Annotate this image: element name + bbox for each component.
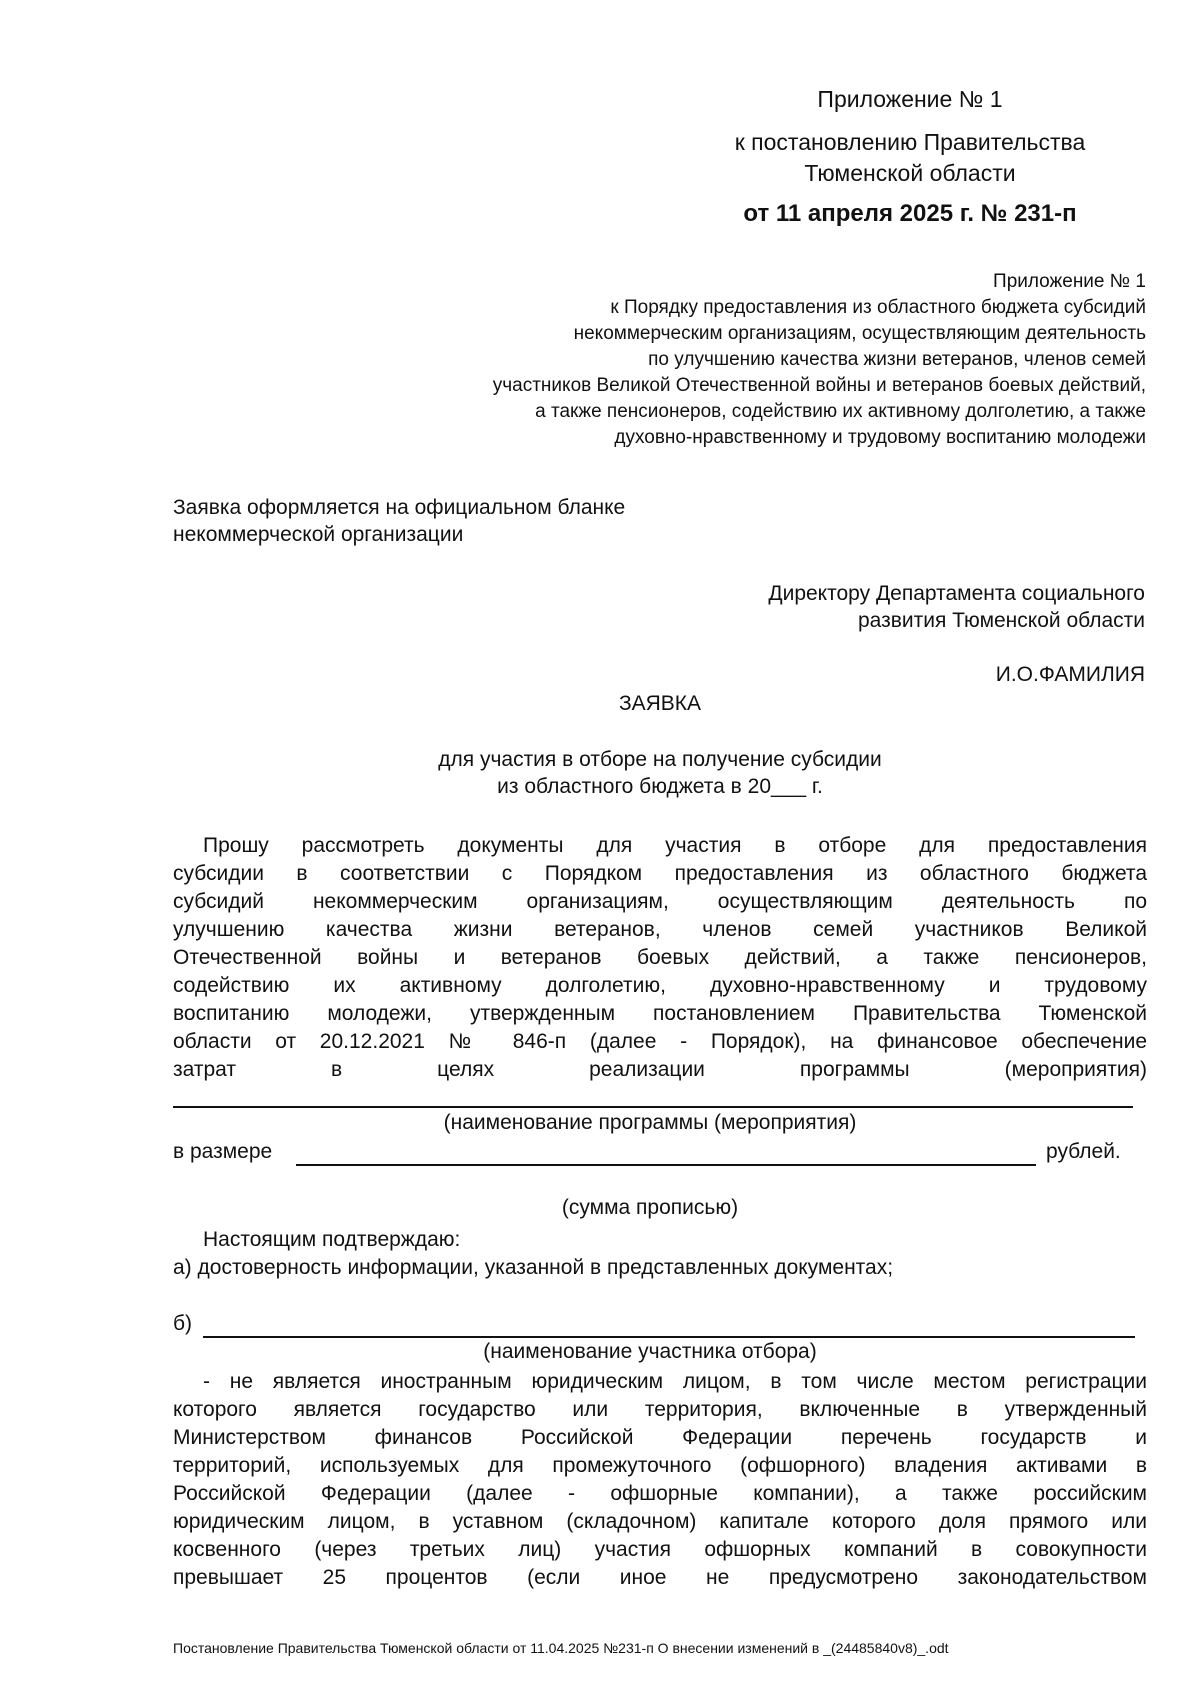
sub-header-line: к Порядку предоставления из областного бюджета субсидий [610,297,1146,318]
blank-note-line1: Заявка оформляется на официальном бланке [173,496,626,519]
document-title: ЗАЯВКА [618,692,702,715]
header-resolution-date: от 11 апреля 2025 г. № 231-п [743,200,1077,227]
paragraph-line: Министерством финансов Российской Федерации перечень государств и [173,1426,1147,1449]
paragraph-line: которого является государство или территория, включенные в утвержденный [173,1398,1147,1421]
addressee-name: И.О.ФАМИЛИЯ [995,663,1145,686]
paragraph-line: области от 20.12.2021 № 846-п (далее - Порядок), на финансовое обеспечение [173,1030,1147,1053]
paragraph-line: косвенного (через третьих лиц) участия офшорных компаний в совокупности [173,1538,1147,1561]
paragraph-line: субсидии в соответствии с Порядком предоставления из областного бюджета [173,862,1147,885]
paragraph-line: затрат в целях реализации программы (мероприятия) [173,1058,1147,1081]
header-appendix: Приложение № 1 [817,86,1003,112]
paragraph-line: субсидий некоммерческим организациям, осуществляющим деятельность по [173,890,1147,913]
sub-header-line: по улучшению качества жизни ветеранов, членов семей [648,349,1146,370]
header-to-resolution: к постановлению Правительства [734,129,1086,155]
program-caption: (наименование программы (мероприятия) [443,1111,857,1134]
paragraph-line: территорий, используемых для промежуточного (офшорного) владения активами в [173,1454,1147,1477]
amount-prefix: в размере [173,1140,273,1163]
paragraph-line: юридическим лицом, в уставном (складочном) капитале которого доля прямого или [173,1510,1147,1533]
paragraph-line: Прошу рассмотреть документы для участия в отборе для предоставления [203,834,1147,857]
paragraph-line: улучшению качества жизни ветеранов, членов семей участников Великой [173,918,1147,941]
amount-blank[interactable] [296,1164,1036,1166]
paragraph-line: содействию их активному долголетию, духовно-нравственному и трудовому [173,974,1147,997]
sub-header-line: духовно-нравственному и трудовому воспитанию молодежи [614,427,1146,448]
paragraph-line: Отечественной войны и ветеранов боевых действий, а также пенсионеров, [173,946,1147,969]
title-line1: для участия в отборе на получение субсидии [438,748,882,771]
addressee-line1: Директору Департамента социального [768,582,1145,605]
participant-caption: (наименование участника отбора) [483,1340,817,1363]
paragraph-line: Российской Федерации (далее - офшорные компании), а также российским [173,1482,1147,1505]
header-region: Тюменской области [804,160,1016,186]
confirm-item-a: а) достоверность информации, указанной в представленных документах; [173,1256,894,1279]
sub-header-line: а также пенсионеров, содействию их активному долголетию, а также [535,401,1146,422]
blank-note-line2: некоммерческой организации [173,523,464,546]
program-name-blank[interactable] [173,1106,1133,1108]
sub-header-line: некоммерческим организациям, осуществляющим деятельность [573,323,1146,344]
sub-header-line: участников Великой Отечественной войны и ветеранов боевых действий, [492,375,1146,396]
paragraph-line: - не является иностранным юридическим лицом, в том числе местом регистрации [203,1370,1147,1393]
participant-name-blank[interactable] [203,1336,1135,1338]
amount-suffix: рублей. [1046,1140,1121,1163]
page-footer: Постановление Правительства Тюменской области от 11.04.2025 №231-п О внесении изменений в _(24485840v8)_.odt [173,1640,949,1656]
paragraph-line: воспитанию молодежи, утвержденным постановлением Правительства Тюменской [173,1002,1147,1025]
paragraph-line: превышает 25 процентов (если иное не предусмотрено законодательством [173,1566,1147,1589]
amount-caption: (сумма прописью) [561,1196,739,1219]
confirm-item-b: б) [173,1312,193,1335]
sub-header-appendix: Приложение № 1 [993,271,1146,292]
addressee-line2: развития Тюменской области [857,609,1145,632]
title-line2: из областного бюджета в 20___ г. [497,775,823,798]
confirm-intro: Настоящим подтверждаю: [203,1228,461,1251]
